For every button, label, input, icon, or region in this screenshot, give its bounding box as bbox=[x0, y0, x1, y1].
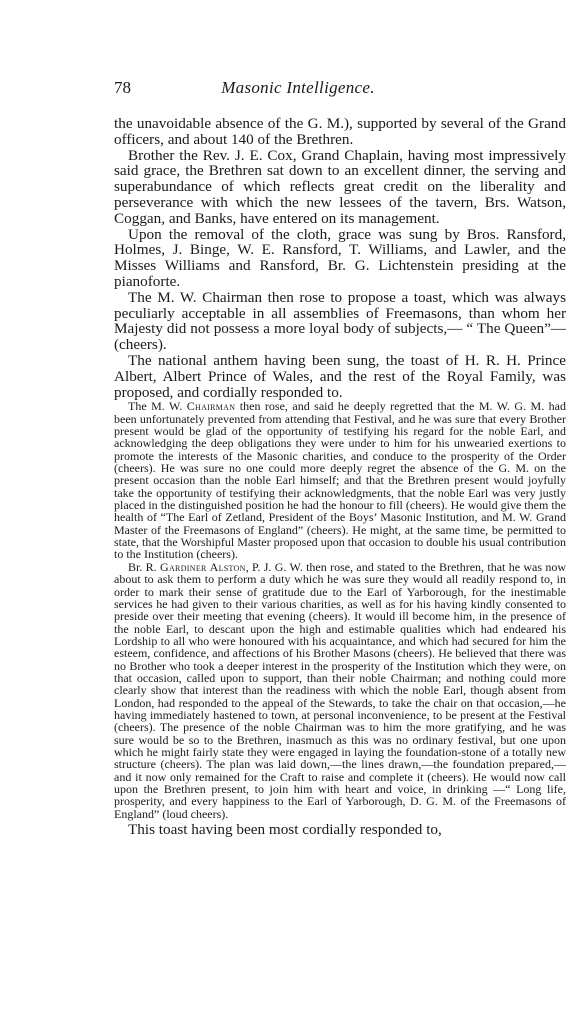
page-header bbox=[114, 78, 482, 100]
speaker-alston: Gardiner Alston bbox=[160, 559, 246, 574]
paragraph-removal-of-cloth: Upon the removal of the cloth, grace was sung by Bros. Ransford, Holmes, J. Binge, W. E. Ransford, T. Williams, and Lawler, and the Misses Williams and Ransford, Br. G. Lichtenstein presiding at the pianoforte. bbox=[114, 225, 566, 290]
speech-chairman-lead: The M. W. bbox=[128, 399, 187, 414]
paragraph-grace-dinner: Brother the Rev. J. E. Cox, Grand Chaplain, having most impressively said grace, the Brethren sat down to an excellent dinner, the serving and superabundance of which reflects great credit on the liberality and perseverance with which the new lessees of the tavern, Brs. Watson, Coggan, and Banks, have entered on its management. bbox=[114, 146, 566, 227]
speech-alston-lead: Br. R. bbox=[128, 559, 161, 574]
paragraph-continuation: the unavoidable absence of the G. M.), supported by several of the Grand officers, and about 140 of the Brethren. bbox=[114, 115, 566, 148]
page-body bbox=[114, 116, 566, 838]
page-number: 78 bbox=[114, 78, 131, 97]
paragraph-toast-queen: The M. W. Chairman then rose to propose a toast, which was always peculiarly acceptable in all assemblies of Freemasons, than whom her Majesty did not possess a more loyal body of subjects,— “ The Queen”—(cheers). bbox=[114, 288, 566, 354]
speech-chairman bbox=[114, 400, 566, 560]
speech-alston-text: , P. J. G. W. then rose, and stated to the Brethren, that he was now about to ask them to perform a duty which he was sure they would all readily respond to, in order to mark their sense of gratitude due to the Earl of Yarborough, for the inestimable services he had given to their various charities, as well as for his having kindly consented to preside over their meeting that evening (cheers). It would ill become him, in the presence of the noble Earl, to descant upon the high and estimable qualities which had endeared his Lordship to all who were honoured with his acquaintance, and which had secured for him the esteem, confidence, and affections of his Brother Masons (cheers). He believed that there was no Brother who took a deeper interest in the prosperity of the Institution which they were, on that occasion, called upon to support, than their noble Chairman; and nothing could more clearly show that interest than the readiness with which the noble Earl, though absent from London, had responded to the appeal of the Stewards, to take the chair on that occasion,—he having immediately hastened to town, at personal inconvenience, to be present at the Festival (cheers). The presence of the noble Chairman was to him the more gratifying, and he was sure would be so to the Brethren, inasmuch as this was no ordinary festival, but one upon which he might fairly state they were engaged in laying the foundation-stone of a totally new structure (cheers). The plan was laid down,—the lines drawn,—the foundation prepared,—and it now only remained for the Craft to raise and complete it (cheers). He would now call upon the Brethren present, to join him with heart and voice, in drinking —“ Long life, prosperity, and every happiness to the Earl of Yarborough, D. G. M. of the Freemasons of England” (loud cheers). bbox=[114, 559, 567, 821]
speech-alston bbox=[114, 561, 566, 820]
speaker-chairman: Chairman bbox=[186, 399, 236, 414]
running-title: Masonic Intelligence. bbox=[221, 78, 375, 97]
paragraph-closing: This toast having been most cordially responded to, bbox=[128, 821, 442, 839]
paragraph-royal-family: The national anthem having been sung, the toast of H. R. H. Prince Albert, Albert Prince of Wales, and the rest of the Royal Family, was proposed, and cordially responded to. bbox=[114, 351, 566, 401]
speech-chairman-text: then rose, and said he deeply regretted that the M. W. G. M. had been unfortunately prevented from attending that Festival, and he was sure that every Brother present would be glad of the opportunity of testifying his regard for the noble Earl, and acknowledging the deep obligations they were under to him for his unwearied exertions to promote the interests of the Masonic charities, and conduce to the prosperity of the Order (cheers). He was sure no one could more deeply regret the absence of the G. M. on the present occasion than the noble Earl himself; and that the Brethren present would joyfully take the opportunity of testifying their acknowledgments, that the noble Earl was very justly placed in the distinguished position he had the honour to fill (cheers). He would give them the health of “The Earl of Zetland, President of the Boys’ Masonic Institution, and M. W. Grand Master of the Freemasons of England” (cheers). He might, at the same time, be permitted to state, that the Worshipful Master proposed upon that occasion to double his usual contribution to the Institution (cheers). bbox=[114, 399, 566, 562]
